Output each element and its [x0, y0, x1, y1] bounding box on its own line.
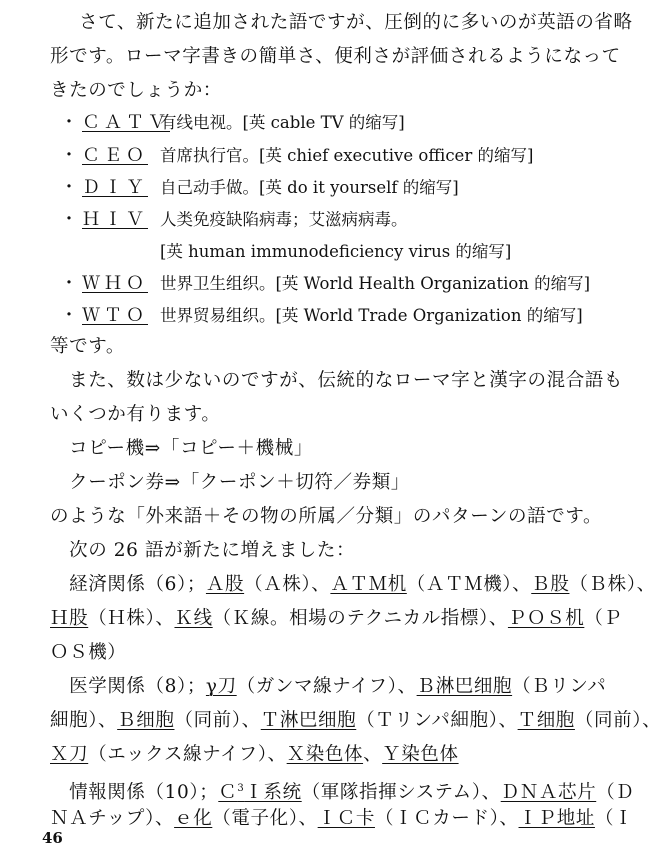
abbr-term: ＷＴＯ: [82, 305, 148, 326]
abbr-item-who: [60, 271, 148, 297]
term-word: ｅ化: [174, 808, 213, 829]
term-note: （エックス線ナイフ）、: [88, 744, 287, 765]
abbr-gloss: 世界卫生组织。[英 World Health Organization 的缩写]: [160, 274, 591, 293]
economy-line-2: [50, 606, 623, 632]
term-word: Ｈ股: [50, 608, 89, 629]
term-word: ＤＮＡ芯片: [500, 782, 597, 804]
term-word: Ｔ细胞: [517, 710, 575, 731]
medicine-line-1: [50, 674, 607, 700]
paragraph-line: 等です。: [50, 336, 125, 357]
info-line-1: [50, 776, 635, 806]
c3i-base: Ｃ: [218, 782, 238, 804]
term-note: （ＡＴＭ機）、: [406, 574, 532, 595]
term-note: 、: [363, 744, 383, 765]
term-word: Ｘ刀: [50, 744, 89, 765]
term-note: （Ｂ株）、: [569, 574, 656, 595]
abbr-gloss: 人类免疫缺陷病毒；艾滋病病毒。: [160, 210, 408, 229]
paragraph-line: さて、新たに追加された語ですが、圧倒的に多いのが英語の省略: [60, 12, 633, 33]
category-label: 医学関係（8）；: [50, 676, 206, 697]
abbr-item-diy: [60, 175, 148, 201]
bullet-dot: ・: [60, 305, 82, 326]
c3i-superscript: 3: [237, 783, 245, 794]
abbr-gloss: 有线电视。[英 cable TV 的缩写]: [160, 113, 405, 132]
term-word: Ｙ染色体: [382, 744, 459, 765]
bullet-dot: ・: [60, 145, 82, 166]
term-word: Ｂ股: [531, 574, 570, 595]
abbr-term: ＷＨＯ: [82, 273, 148, 294]
term-note: （Ｔリンパ細胞）、: [356, 710, 518, 731]
term-word: ＩＰ地址: [518, 808, 595, 829]
term-note: （Ｄ: [596, 782, 635, 804]
abbr-item-hiv: [60, 207, 148, 233]
term-note: （軍隊指揮システム）、: [301, 782, 501, 804]
info-line-2: [50, 806, 634, 832]
term-note: （電子化）、: [212, 808, 318, 829]
term-note: （同前）、: [574, 710, 661, 731]
term-word: ＡＴＭ机: [330, 574, 407, 595]
page-number: 46: [42, 829, 63, 847]
bullet-dot: ・: [60, 112, 82, 133]
abbr-gloss: 世界贸易组织。[英 World Trade Organization 的缩写]: [160, 306, 583, 325]
abbr-term: ＨＩＶ: [82, 209, 148, 230]
term-note: （ＩＣカード）、: [374, 808, 519, 829]
term-note: （Ｐ: [584, 608, 623, 629]
bullet-dot: ・: [60, 273, 82, 294]
term-note: （同前）、: [174, 710, 261, 731]
example-line: クーポン券⇒「クーポン＋切符／券類」: [50, 472, 410, 493]
term-note: 細胞）、: [50, 710, 118, 731]
medicine-line-2: [50, 708, 661, 734]
term-note: （Ａ株）、: [244, 574, 331, 595]
term-word: Ｘ染色体: [286, 744, 364, 765]
bullet-dot: ・: [60, 209, 82, 230]
abbr-item-wto: [60, 303, 148, 329]
abbr-term: ＣＡＴＶ: [82, 112, 170, 133]
term-note: ＮＡチップ）、: [50, 808, 175, 829]
paragraph-line: のような「外来語＋その物の所属／分類」のパターンの語です。: [50, 506, 603, 527]
term-note: （ガンマ線ナイフ）、: [236, 676, 417, 697]
bullet-dot: ・: [60, 177, 82, 198]
term-note: （Ｋ線。相場のテクニカル指標）、: [212, 608, 508, 629]
abbr-gloss: 自己动手做。[英 do it yourself 的缩写]: [160, 178, 459, 197]
economy-line-3: [50, 640, 550, 666]
term-word: ＩＣ卡: [317, 808, 375, 829]
term-word: γ刀: [205, 676, 237, 697]
medicine-line-3: [50, 742, 550, 768]
term-word: Ａ股: [205, 574, 245, 595]
term-word: Ｔ淋巴细胞: [260, 710, 357, 731]
paragraph-line: きたのでしょうか：: [50, 80, 222, 101]
c3i-rest: Ｉ系统: [244, 782, 302, 804]
term-note: （Ｂリンパ: [512, 676, 607, 697]
economy-line-1: [50, 572, 656, 598]
abbr-term: ＤＩＹ: [82, 177, 148, 198]
paragraph-line: 形です。ローマ字書きの簡単さ、便利さが評価されるようになって: [50, 46, 621, 67]
abbr-gloss-continued: [英 human immunodeficiency virus 的缩写]: [160, 242, 512, 261]
paragraph-line: また、数は少ないのですが、伝統的なローマ字と漢字の混合語も: [50, 370, 624, 391]
term-word: Ｂ细胞: [117, 710, 175, 731]
abbr-item-catv: [60, 110, 170, 136]
term-word-c3i: [218, 782, 301, 803]
abbr-item-ceo: [60, 143, 148, 169]
term-word: Ｋ线: [174, 608, 213, 629]
category-label: 経済関係（6）；: [50, 574, 206, 595]
abbr-gloss: 首席执行官。[英 chief executive officer 的缩写]: [160, 146, 534, 165]
term-word: ＰＯＳ机: [507, 608, 585, 629]
category-label: 情報関係（10）；: [50, 782, 219, 804]
abbr-term: ＣＥＯ: [82, 145, 148, 166]
example-line: コピー機⇒「コピー＋機械」: [50, 438, 313, 459]
term-note: ＯＳ機）: [50, 642, 127, 663]
term-word: Ｂ淋巴细胞: [416, 676, 513, 697]
term-note: （Ｉ: [594, 808, 634, 829]
term-note: （Ｈ株）、: [88, 608, 175, 629]
paragraph-line: 次の 26 語が新たに増えました：: [50, 540, 356, 561]
paragraph-line: いくつか有ります。: [50, 404, 221, 425]
